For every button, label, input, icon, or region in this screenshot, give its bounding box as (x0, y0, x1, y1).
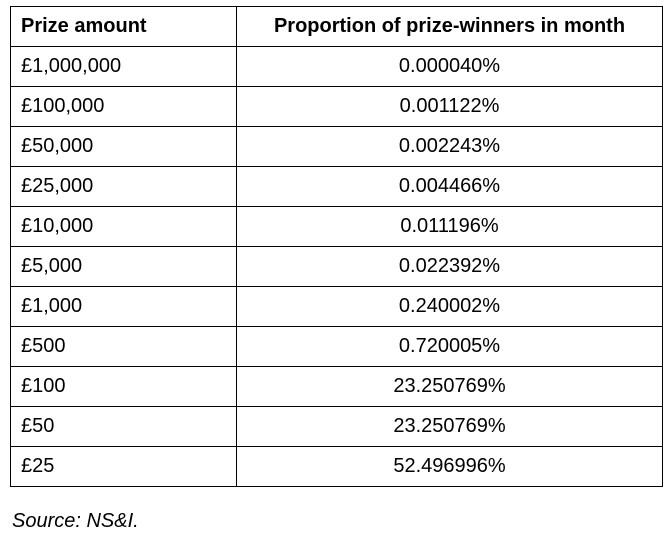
prize-amount-cell: £100,000 (11, 87, 237, 127)
proportion-cell: 23.250769% (237, 367, 663, 407)
proportion-cell: 0.022392% (237, 247, 663, 287)
prize-table (10, 6, 663, 487)
table-row (11, 87, 663, 127)
prize-amount-cell: £1,000,000 (11, 47, 237, 87)
prize-amount-cell: £500 (11, 327, 237, 367)
table-row (11, 327, 663, 367)
prize-amount-cell: £50 (11, 407, 237, 447)
prize-amount-cell: £10,000 (11, 207, 237, 247)
table-row (11, 167, 663, 207)
source-note: Source: NS&I. (12, 510, 139, 532)
table-row (11, 447, 663, 487)
table-body (11, 47, 663, 487)
proportion-cell: 0.720005% (237, 327, 663, 367)
prize-amount-cell: £50,000 (11, 127, 237, 167)
prize-amount-cell: £5,000 (11, 247, 237, 287)
proportion-cell: 0.240002% (237, 287, 663, 327)
header-proportion: Proportion of prize-winners in month (237, 7, 663, 47)
table-row (11, 207, 663, 247)
prize-amount-cell: £100 (11, 367, 237, 407)
table-row (11, 247, 663, 287)
proportion-cell: 0.001122% (237, 87, 663, 127)
proportion-cell: 23.250769% (237, 407, 663, 447)
prize-table-container (10, 6, 662, 487)
prize-amount-cell: £1,000 (11, 287, 237, 327)
table-row (11, 127, 663, 167)
proportion-cell: 0.000040% (237, 47, 663, 87)
prize-amount-cell: £25,000 (11, 167, 237, 207)
header-prize-amount: Prize amount (11, 7, 237, 47)
table-header-row (11, 7, 663, 47)
table-row (11, 407, 663, 447)
proportion-cell: 52.496996% (237, 447, 663, 487)
proportion-cell: 0.011196% (237, 207, 663, 247)
table-row (11, 367, 663, 407)
proportion-cell: 0.004466% (237, 167, 663, 207)
table-row (11, 287, 663, 327)
prize-amount-cell: £25 (11, 447, 237, 487)
proportion-cell: 0.002243% (237, 127, 663, 167)
table-row (11, 47, 663, 87)
